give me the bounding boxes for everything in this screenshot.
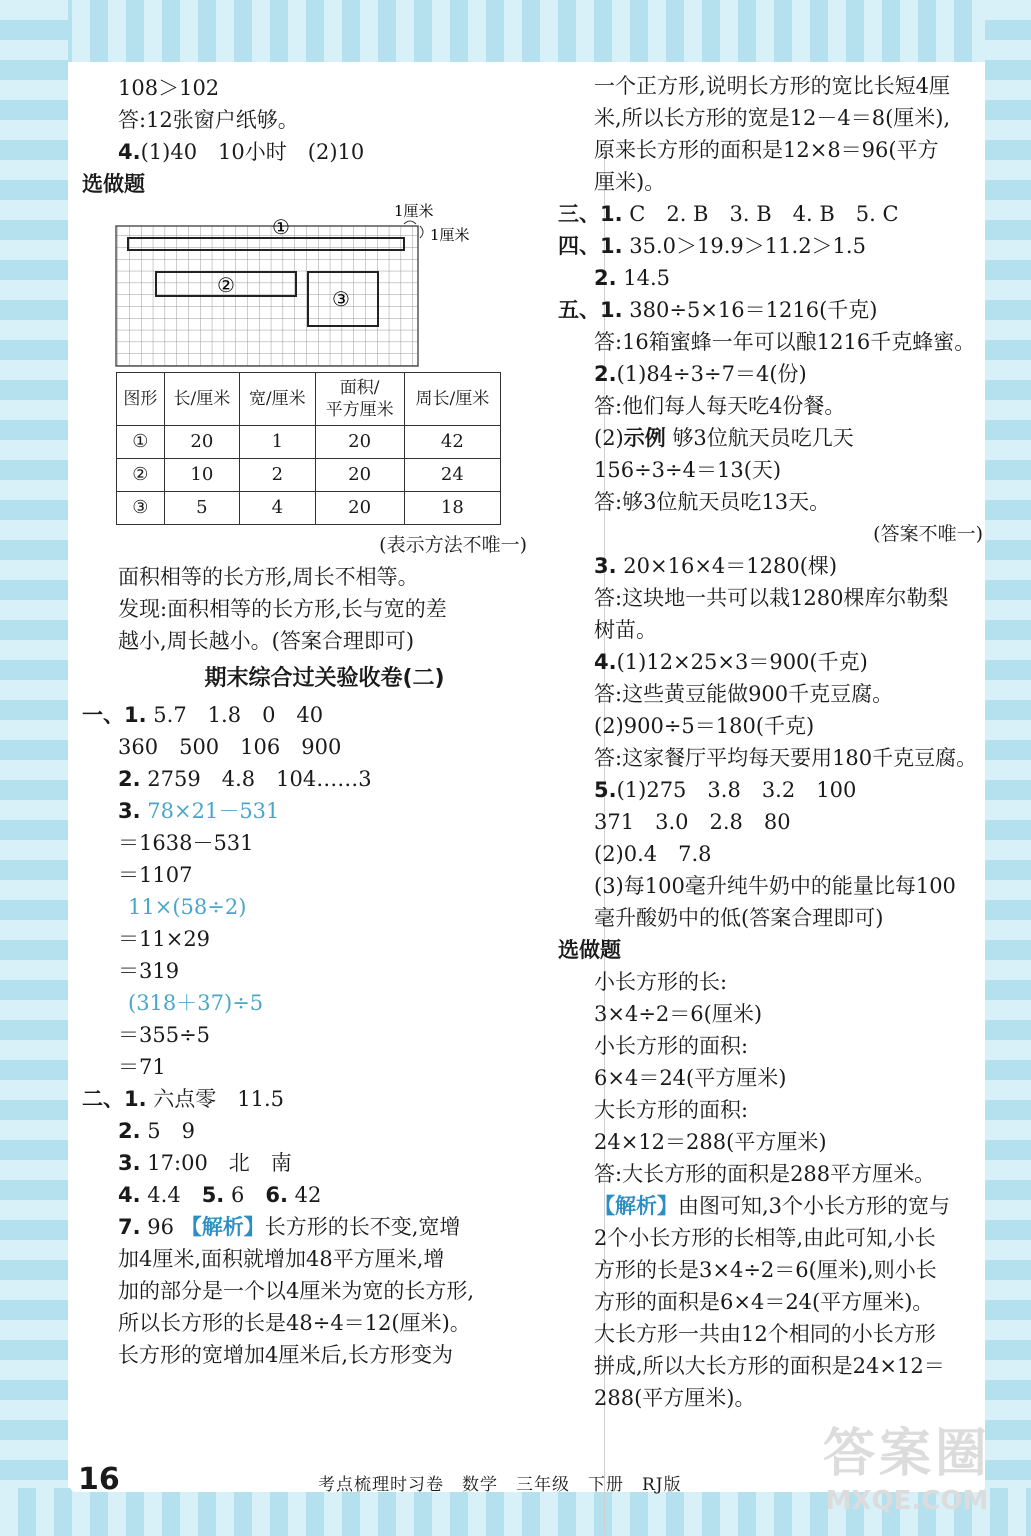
equation-step: ＝355÷5 bbox=[118, 1023, 211, 1047]
analysis-text: 拼成,所以大长方形的面积是24×12＝ bbox=[594, 1354, 945, 1378]
answer-text: 96 bbox=[147, 1215, 175, 1239]
text-line: 答:这些黄豆能做900千克豆腐。 bbox=[594, 682, 894, 706]
answer-line bbox=[558, 646, 983, 678]
answer-line bbox=[82, 1179, 527, 1211]
text-line: 小长方形的面积: bbox=[594, 1034, 749, 1058]
question-number: 5. bbox=[594, 778, 617, 802]
text-line: 毫升酸奶中的低(答案合理即可) bbox=[594, 906, 884, 930]
table-cell: 20 bbox=[315, 492, 404, 525]
analysis-text: 大长方形一共由12个相同的小长方形 bbox=[594, 1322, 936, 1346]
table-cell: 20 bbox=[164, 426, 239, 459]
text-line: 答:够3位航天员吃13天。 bbox=[594, 490, 831, 514]
answer-line bbox=[82, 1211, 527, 1243]
text-line: 答:12张窗户纸够。 bbox=[118, 108, 299, 132]
header-area-line1: 面积/ bbox=[339, 378, 380, 398]
text-line: 面积相等的长方形,周长不相等。 bbox=[118, 565, 419, 589]
page-footer bbox=[78, 1462, 778, 1502]
section-label: 四、1. bbox=[558, 234, 623, 258]
question-number: 2. bbox=[594, 266, 617, 290]
table-header: 长/厘米 bbox=[164, 373, 239, 426]
analysis-text: 方形的长是3×4÷2＝6(厘米),则小长 bbox=[594, 1258, 937, 1282]
answer-text: (1)40 10小时 (2)10 bbox=[140, 140, 365, 164]
answer-text: 14.5 bbox=[623, 266, 671, 290]
analysis-tag: 【解析】 bbox=[594, 1194, 678, 1218]
analysis-line bbox=[558, 1190, 983, 1222]
text-line: 答:大长方形的面积是288平方厘米。 bbox=[594, 1162, 936, 1186]
question-number: 2. bbox=[594, 362, 617, 386]
table-cell: 24 bbox=[404, 459, 500, 492]
answer-text: (2) bbox=[594, 426, 624, 450]
answer-line bbox=[82, 1083, 527, 1115]
question-number: 7. bbox=[118, 1215, 141, 1239]
answer-text: 六点零 11.5 bbox=[153, 1087, 285, 1111]
analysis-text: 由图可知,3个小长方形的宽与 bbox=[678, 1194, 951, 1218]
answer-text: (1)12×25×3＝900(千克) bbox=[616, 650, 868, 674]
decorative-frame-top bbox=[0, 0, 1031, 62]
question-number: 3. bbox=[594, 554, 617, 578]
text-line: 答:16箱蜜蜂一年可以酿1216千克蜂蜜。 bbox=[594, 330, 976, 354]
table-row bbox=[117, 492, 501, 525]
left-column bbox=[82, 72, 527, 1371]
answer-line bbox=[82, 1147, 527, 1179]
answer-text: C 2. B 3. B 4. B 5. C bbox=[629, 202, 899, 226]
question-number: 3. bbox=[118, 1151, 141, 1175]
grid-diagram bbox=[82, 200, 527, 370]
answer-line bbox=[558, 422, 983, 454]
page-number: 16 bbox=[78, 1462, 120, 1497]
table-cell: ③ bbox=[117, 492, 165, 525]
analysis-text: 所以长方形的长是48÷4＝12(厘米)。 bbox=[118, 1311, 471, 1335]
table-header: 宽/厘米 bbox=[240, 373, 315, 426]
answer-line bbox=[82, 763, 527, 795]
analysis-text: 米,所以长方形的宽是12－4＝8(厘米), bbox=[594, 106, 951, 130]
question-number: 3. bbox=[118, 799, 141, 823]
text-line: 156÷3÷4＝13(天) bbox=[594, 458, 782, 482]
question-number: 4. bbox=[118, 140, 141, 164]
table-cell: 5 bbox=[164, 492, 239, 525]
answer-line bbox=[558, 358, 983, 390]
answer-text: 5 9 bbox=[147, 1119, 196, 1143]
table-header: 周长/厘米 bbox=[404, 373, 500, 426]
section-label: 二、1. bbox=[82, 1087, 147, 1111]
exam-title: 期末综合过关验收卷(二) bbox=[204, 666, 445, 691]
text-line: (2)0.4 7.8 bbox=[594, 842, 712, 866]
table-cell: 20 bbox=[315, 426, 404, 459]
text-line: 答:这家餐厅平均每天要用180千克豆腐。 bbox=[594, 746, 978, 770]
text-line: 371 3.0 2.8 80 bbox=[594, 810, 791, 834]
text-line: 小长方形的长: bbox=[594, 970, 728, 994]
table-cell: 4 bbox=[240, 492, 315, 525]
table-header-row bbox=[117, 373, 501, 426]
answer-line bbox=[82, 136, 527, 168]
answer-text: 20×16×4＝1280(棵) bbox=[623, 554, 838, 578]
answer-line bbox=[82, 699, 527, 731]
analysis-text: 2个小长方形的长相等,由此可知,小长 bbox=[594, 1226, 936, 1250]
analysis-text: 长方形的长不变,宽增 bbox=[264, 1215, 461, 1239]
text-line: 树苗。 bbox=[594, 618, 657, 642]
analysis-text: 原来长方形的面积是12×8＝96(平方 bbox=[594, 138, 939, 162]
answer-text: 2759 4.8 104……3 bbox=[147, 767, 372, 791]
text-line: 答:这块地一共可以栽1280棵库尔勒梨 bbox=[594, 586, 949, 610]
analysis-text: 厘米)。 bbox=[594, 170, 666, 194]
table-cell: 42 bbox=[404, 426, 500, 459]
section-label: 一、1. bbox=[82, 703, 147, 727]
equation: (318＋37)÷5 bbox=[128, 991, 264, 1015]
note: (表示方法不唯一) bbox=[379, 534, 527, 556]
marker-2: ② bbox=[217, 273, 235, 297]
text-line: 360 500 106 900 bbox=[118, 735, 342, 759]
answer-text: 380÷5×16＝1216(千克) bbox=[629, 298, 878, 322]
text-line: 108＞102 bbox=[118, 76, 220, 100]
answer-text: 17:00 北 南 bbox=[147, 1151, 292, 1175]
section-label: 五、1. bbox=[558, 298, 623, 322]
table-cell: 1 bbox=[240, 426, 315, 459]
table-header bbox=[315, 373, 404, 426]
right-column bbox=[558, 70, 983, 1414]
table-cell: 20 bbox=[315, 459, 404, 492]
equation-step: ＝11×29 bbox=[118, 927, 211, 951]
answer-line bbox=[558, 294, 983, 326]
answer-line bbox=[558, 230, 983, 262]
text-line: (2)900÷5＝180(千克) bbox=[594, 714, 815, 738]
answer-text: 够3位航天员吃几天 bbox=[672, 426, 854, 450]
section-label: 三、1. bbox=[558, 202, 623, 226]
text-line: 发现:面积相等的长方形,长与宽的差 bbox=[118, 597, 447, 621]
question-number: 2. bbox=[118, 767, 141, 791]
table-cell: 10 bbox=[164, 459, 239, 492]
analysis-text: 方形的面积是6×4＝24(平方厘米)。 bbox=[594, 1290, 934, 1314]
answer-text: 6 bbox=[230, 1183, 245, 1207]
marker-1: ① bbox=[272, 215, 290, 239]
answer-text: 5.7 1.8 0 40 bbox=[153, 703, 324, 727]
answer-text: 4.4 bbox=[147, 1183, 181, 1207]
question-number: 6. bbox=[265, 1183, 288, 1207]
marker-3: ③ bbox=[332, 287, 350, 311]
text-line: (3)每100毫升纯牛奶中的能量比每100 bbox=[594, 874, 956, 898]
answer-text: (1)84÷3÷7＝4(份) bbox=[616, 362, 807, 386]
equation: 78×21－531 bbox=[147, 799, 280, 823]
analysis-text: 加4厘米,面积就增加48平方厘米,增 bbox=[118, 1247, 445, 1271]
text-line: 24×12＝288(平方厘米) bbox=[594, 1130, 827, 1154]
answer-line bbox=[82, 795, 527, 827]
answer-line bbox=[82, 1115, 527, 1147]
header-area-line2: 平方厘米 bbox=[325, 400, 394, 420]
question-number: 4. bbox=[594, 650, 617, 674]
section-heading: 选做题 bbox=[82, 172, 145, 196]
table-row bbox=[117, 426, 501, 459]
answer-line bbox=[558, 198, 983, 230]
text-line: 越小,周长越小。(答案合理即可) bbox=[118, 629, 415, 653]
book-info: 考点梳理时习卷 数学 三年级 下册 RJ版 bbox=[318, 1475, 682, 1495]
question-number: 4. bbox=[118, 1183, 141, 1207]
analysis-text: 加的部分是一个以4厘米为宽的长方形, bbox=[118, 1279, 475, 1303]
page-content bbox=[70, 64, 985, 1492]
decorative-frame-right bbox=[985, 0, 1031, 1536]
text-line: 3×4÷2＝6(厘米) bbox=[594, 1002, 763, 1026]
grid-figure bbox=[82, 200, 527, 370]
analysis-text: 288(平方厘米)。 bbox=[594, 1386, 756, 1410]
note: (答案不唯一) bbox=[873, 523, 983, 545]
analysis-text: 长方形的宽增加4厘米后,长方形变为 bbox=[118, 1343, 454, 1367]
table-cell: ① bbox=[117, 426, 165, 459]
data-table bbox=[116, 372, 501, 525]
table-row bbox=[117, 459, 501, 492]
equation-step: ＝1107 bbox=[118, 863, 193, 887]
table-cell: ② bbox=[117, 459, 165, 492]
table-cell: 2 bbox=[240, 459, 315, 492]
answer-text: 42 bbox=[294, 1183, 322, 1207]
equation: 11×(58÷2) bbox=[128, 895, 247, 919]
answer-line bbox=[558, 262, 983, 294]
analysis-text: 一个正方形,说明长方形的宽比长短4厘 bbox=[594, 74, 951, 98]
equation-step: ＝319 bbox=[118, 959, 180, 983]
unit-label-vertical: 1厘米 bbox=[430, 226, 470, 244]
table-header: 图形 bbox=[117, 373, 165, 426]
answer-text: (1)275 3.8 3.2 100 bbox=[616, 778, 857, 802]
example-tag: 示例 bbox=[623, 426, 666, 450]
section-heading: 选做题 bbox=[558, 938, 621, 962]
watermark-line1: 答案圈 bbox=[822, 1424, 991, 1484]
equation-step: ＝1638－531 bbox=[118, 831, 254, 855]
answer-line bbox=[558, 550, 983, 582]
equation-step: ＝71 bbox=[118, 1055, 166, 1079]
watermark bbox=[823, 1411, 991, 1516]
answer-line bbox=[558, 774, 983, 806]
text-line: 6×4＝24(平方厘米) bbox=[594, 1066, 787, 1090]
table-cell: 18 bbox=[404, 492, 500, 525]
unit-label-horizontal: 1厘米 bbox=[394, 202, 434, 220]
answer-text: 35.0＞19.9＞11.2＞1.5 bbox=[629, 234, 866, 258]
analysis-tag: 【解析】 bbox=[180, 1215, 265, 1239]
watermark-line2: MXQE.COM bbox=[825, 1486, 989, 1516]
question-number: 5. bbox=[201, 1183, 225, 1207]
text-line: 大长方形的面积: bbox=[594, 1098, 749, 1122]
decorative-frame-left bbox=[0, 0, 68, 1536]
text-line: 答:他们每人每天吃4份餐。 bbox=[594, 394, 846, 418]
question-number: 2. bbox=[118, 1119, 141, 1143]
